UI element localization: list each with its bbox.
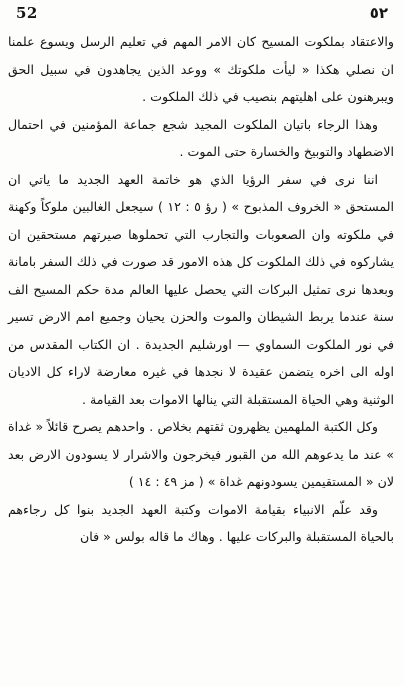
paragraph-4: وكل الكتبة الملهمين يظهرون ثقتهم بخلاص . واحدهم يصرح قائلاً « غداة » عند ما يدعوهم الله من القبور فيخرجون والاشرار لا يسودون الارض بعد لان « المستقيمين يسودونهم غداة » ( مز ٤٩ : ١٤ ) xyxy=(8,419,394,489)
paragraph-3: اننا نرى في سفر الرؤيا الذي هو خاتمة العهد الجديد ما ياتي ان المستحق « الخروف المذبوح » ( رؤ ٥ : ١٢ ) سيجعل الغالبين ملوكاً وكهنة في ملكوته وان الصعوبات والتجارب التي تحملوها صيرتهم مستحقين ان يشاركوه في ذلك الملكوت كل هذه الامور قد صورت في ذلك السفر بامانة وبعدها نرى تمثيل البركات التي يحصل عليها العالم مدة حكم المسيح الف سنة عندما يربط الشيطان والموت والحزن يحيان وجميع امم الارض تسير في نور الملكوت السماوي — اورشليم الجديدة . ان الكتاب المقدس من اوله الى اخره يتضمن عقيدة لا نجدها في غيره معارضة لاراء كل الاديان الوثنية وهي الحياة المستقبلة التي ينالها الاموات بعد القيامة . xyxy=(8,171,394,407)
page-number-arabic: ٥٢ xyxy=(369,4,388,22)
page-header xyxy=(16,4,388,26)
page-body xyxy=(8,28,394,551)
paragraph-2: وهذا الرجاء باتيان الملكوت المجيد شجع جماعة المؤمنين في احتمال الاضطهاد والتوبيخ والخسارة حتى الموت . xyxy=(8,116,394,159)
page-number-latin: 52 xyxy=(16,4,38,22)
paragraph-5: وقد علّم الانبياء بقيامة الاموات وكتبة العهد الجديد بنوا كل رجاءهم بالحياة المستقبلة والبركات عليها . وهاك ما قاله بولس « فان xyxy=(8,501,394,544)
paragraph-1: والاعتقاد بملكوت المسيح كان الامر المهم في تعليم الرسل ويسوع علمنا ان نصلي هكذا « ليأت ملكوتك » ووعد الذين يجاهدون في سبيل الحق ويبرهنون على اهليتهم بنصيب في ذلك الملكوت . xyxy=(8,34,394,104)
